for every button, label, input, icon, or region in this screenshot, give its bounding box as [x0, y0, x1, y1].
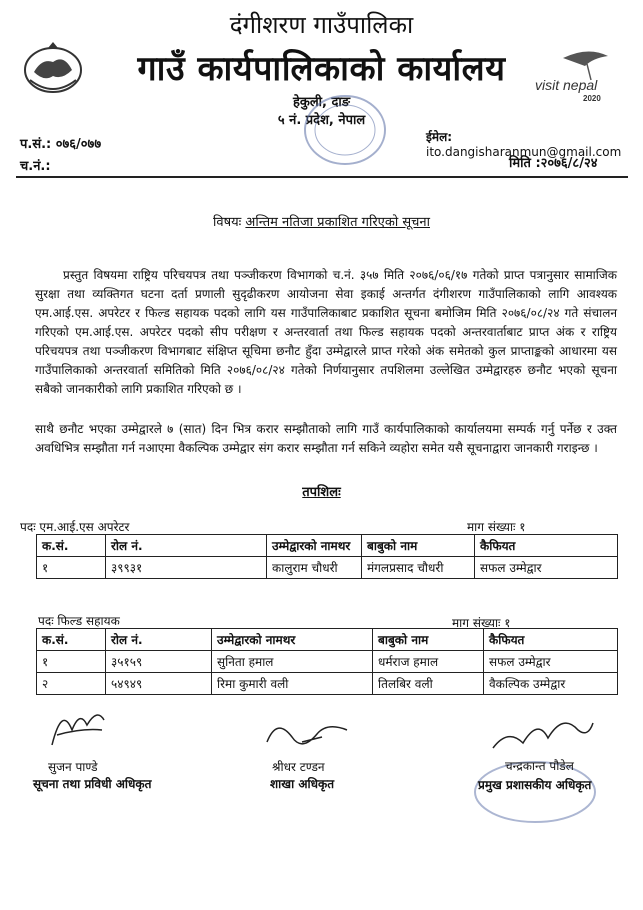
reference-number: प.सं.: ०७६/०७७	[20, 137, 102, 152]
header-divider	[16, 176, 628, 178]
body-paragraph-2: साथै छनौट भएका उम्मेद्वारले ७ (सात) दिन भित्र करार सम्झौताको लागि गाउँ कार्यपालिकाको कार्यालयमा सम्पर्क गर्नु पर्नेछ र उक्त अवधिभित्र सम्झौता गर्न नआएमा वैकल्पिक उम्मेद्वार संग करार सम्झौता गर्न सकिने व्यहोरा समेत यसै सूचनाद्वारा जानकारी गराइन्छ ।	[35, 422, 617, 455]
col-header: उम्मेद्वारको नामथर	[212, 629, 373, 651]
office-name: दंगीशरण गाउँपालिका	[229, 11, 414, 39]
table1-demand: माग संख्याः १	[467, 520, 526, 534]
col-header: उम्मेद्वारको नामथर	[267, 535, 362, 557]
table-cell: कालुराम चौधरी	[267, 557, 362, 579]
table-header-row	[37, 535, 618, 557]
table-header-row	[37, 629, 618, 651]
signature-mark-3	[488, 708, 598, 758]
signatory-3-name: चन्द्रकान्त पौडेल	[505, 759, 574, 773]
table1	[36, 534, 618, 579]
col-header: बाबुको नाम	[362, 535, 475, 557]
details-heading: तपशिलः	[302, 485, 341, 500]
table-cell: सफल उम्मेद्वार	[484, 651, 618, 673]
subject-label: विषयः	[213, 215, 242, 230]
table2-post: पदः फिल्ड सहायक	[38, 614, 120, 628]
body-paragraph-1: प्रस्तुत विषयमा राष्ट्रिय परिचयपत्र तथा पञ्जीकरण विभागको च.नं. ३५७ मिति २०७६/०६/१७ गतेको प्राप्त पत्रानुसार सामाजिक सुरक्षा तथा व्यक्तिगत घटना दर्ता प्रणाली सुदृढीकरण आयोजना सेवा इकाई अन्तर्गत दंगीशरण गाउँपालिकाको लागि आवश्यक एम.आई.एस. अपरेटर र फिल्ड सहायक पदको लागि यस गाउँपालिकाबाट प्रकाशित सूचना बमोजिम मिति २०७६/०८/२४ गते संचालन गरिएको एम.आई.एस. अपरेटर पदको सीप परीक्षण र अन्तरवार्ता तथा फिल्ड सहायक पदको अन्तरवार्ताबाट प्राप्त अंक र राष्ट्रिय परिचयपत्र तथा पञ्जीकरण विभागबाट संक्षिप्त सूचिमा छनौट हुँदा उम्मेद्वारले प्राप्त गरेको अंक समेतको कुल प्राप्ताङ्कको आधारमा यस गाउँपालिकाको अन्तरवार्ता समितिको मिति २०७६/०८/२४ गतेको निर्णयानुसार तपशिलमा उल्लेखित उम्मेद्वारहरु छनौट भएको सूचना सबैको जानकारीको लागि प्रकाशित गरिएको छ ।	[35, 268, 617, 396]
letter-date: मिति :२०७६/८/२४	[509, 156, 598, 171]
table-cell: तिलबिर वली	[373, 673, 484, 695]
signature-mark-2	[262, 712, 352, 757]
col-header: कैफियत	[475, 535, 618, 557]
table-cell: मंगलप्रसाद चौधरी	[362, 557, 475, 579]
col-header: बाबुको नाम	[373, 629, 484, 651]
col-header: रोल नं.	[106, 535, 267, 557]
table-cell: सुनिता हमाल	[212, 651, 373, 673]
visit-logo-year: 2020	[583, 94, 601, 103]
signatory-2-title: शाखा अधिकृत	[270, 777, 335, 791]
address-line1: हेकुली, दाङ	[292, 95, 351, 110]
table-cell: ३९९३१	[106, 557, 267, 579]
table-cell: ५४९४९	[106, 673, 212, 695]
visit-logo-text: visit nepal	[535, 77, 598, 93]
chalani-number: च.नं.:	[20, 159, 51, 174]
col-header: क.सं.	[37, 629, 106, 651]
table-cell: वैकल्पिक उम्मेद्वार	[484, 673, 618, 695]
email-label: ईमेल:	[426, 130, 453, 144]
table-cell: सफल उम्मेद्वार	[475, 557, 618, 579]
email-address: ito.dangisharanmun@gmail.com	[426, 145, 622, 159]
col-header: कैफियत	[484, 629, 618, 651]
table-row	[37, 651, 618, 673]
table-cell: ३५१५९	[106, 651, 212, 673]
office-title: गाउँ कार्यपालिकाको कार्यालय	[137, 49, 506, 89]
table2	[36, 628, 618, 695]
signatory-2-name: श्रीधर टण्डन	[272, 760, 325, 774]
signatory-1-name: सुजन पाण्डे	[48, 760, 98, 774]
table1-post: पदः एम.आई.एस अपरेटर	[20, 520, 130, 534]
subject-text: अन्तिम नतिजा प्रकाशित गरिएको सूचना	[245, 215, 430, 230]
table-row	[37, 557, 618, 579]
address-line2: ५ नं. प्रदेश, नेपाल	[277, 113, 366, 128]
table-cell: १	[37, 557, 106, 579]
subject-line	[0, 212, 643, 230]
office-stamp	[265, 90, 395, 170]
signatory-3-title: प्रमुख प्रशासकीय अधिकृत	[478, 778, 592, 792]
table-cell: १	[37, 651, 106, 673]
col-header: रोल नं.	[106, 629, 212, 651]
signatory-1-title: सूचना तथा प्रविधी अधिकृत	[33, 777, 152, 791]
table-cell: धर्मराज हमाल	[373, 651, 484, 673]
signature-mark-1	[42, 700, 112, 755]
table-row	[37, 673, 618, 695]
table-cell: रिमा कुमारी वली	[212, 673, 373, 695]
col-header: क.सं.	[37, 535, 106, 557]
table2-demand: माग संख्याः १	[452, 616, 511, 630]
table-cell: २	[37, 673, 106, 695]
